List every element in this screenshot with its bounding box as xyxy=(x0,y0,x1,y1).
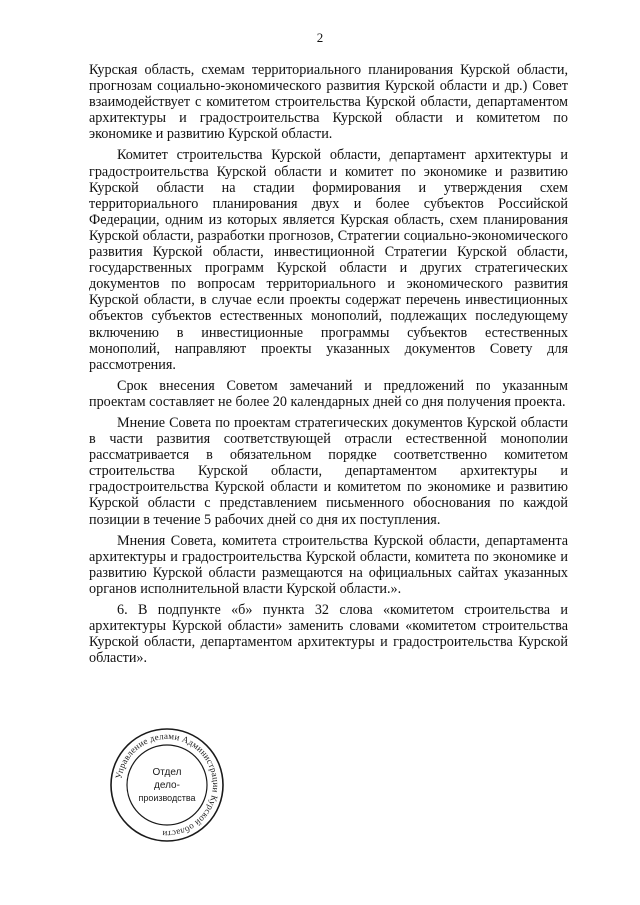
stamp-line-1: Отдел xyxy=(152,767,182,778)
stamp-line-3: производства xyxy=(138,793,196,803)
paragraph-5: Мнения Совета, комитета строительства Курской области, департамента архитектуры и градостроительства Курской области, комитета по экономике и развитию Курской области размещаются на официальных сайтах указанных органов исполнительной власти Курской области.». xyxy=(89,532,568,597)
paragraph-4: Мнение Совета по проектам стратегических документов Курской области в части развития соответствующей отрасли естественной монополии рассматривается в обязательном порядке соответственно комитетом строительства Курской области, департаментом архитектуры и градостроительства Курской области и комитетом по экономике и развитию Курской области с представлением письменного обоснования по каждой позиции в течение 5 рабочих дней со дня их поступления. xyxy=(89,414,568,528)
stamp-line-2: дело- xyxy=(154,780,180,791)
stamp-seal xyxy=(108,726,226,844)
stamp-ring-text: Управление делами Администрации Курской области xyxy=(113,730,222,840)
paragraph-3: Срок внесения Советом замечаний и предложений по указанным проектам составляет не более 20 календарных дней со дня получения проекта. xyxy=(89,377,568,410)
paragraph-1: Курская область, схемам территориального планирования Курской области, прогнозам социально-экономического развития Курской области и др.) Совет взаимодействует с комитетом строительства Курской области, департаментом архитектуры и градостроительства Курской области и комитетом по экономике и развитию Курской области. xyxy=(89,62,568,143)
document-body xyxy=(89,62,568,666)
page-number: 2 xyxy=(316,30,324,45)
paragraph-6: 6. В подпункте «б» пункта 32 слова «комитетом строительства и архитектуры Курской области» заменить словами «комитетом строительства Курской области, департаментом архитектуры и градостроительства Курской области». xyxy=(89,602,568,667)
paragraph-2: Комитет строительства Курской области, департамент архитектуры и градостроительства Курской области и комитет по экономике и развитию Курской области на стадии формирования и утверждения схем территориального планирования двух и более субъектов Российской Федерации, одним из которых является Курская область, схем планирования Курской области, разработки прогнозов, Стратегии социально-экономического развития Курской области, инвестиционной Стратегии Курской области, государственных программ Курской области и других стратегических документов по вопросам территориального и экономического развития Курской области, в случае если проекты содержат перечень инвестиционных объектов субъектов естественных монополий, подлежащих последующему включению в инвестиционные программы субъектов естественных монополий, направляют проекты указанных документов Совету для рассмотрения. xyxy=(89,147,568,373)
registry-stamp xyxy=(108,726,226,844)
